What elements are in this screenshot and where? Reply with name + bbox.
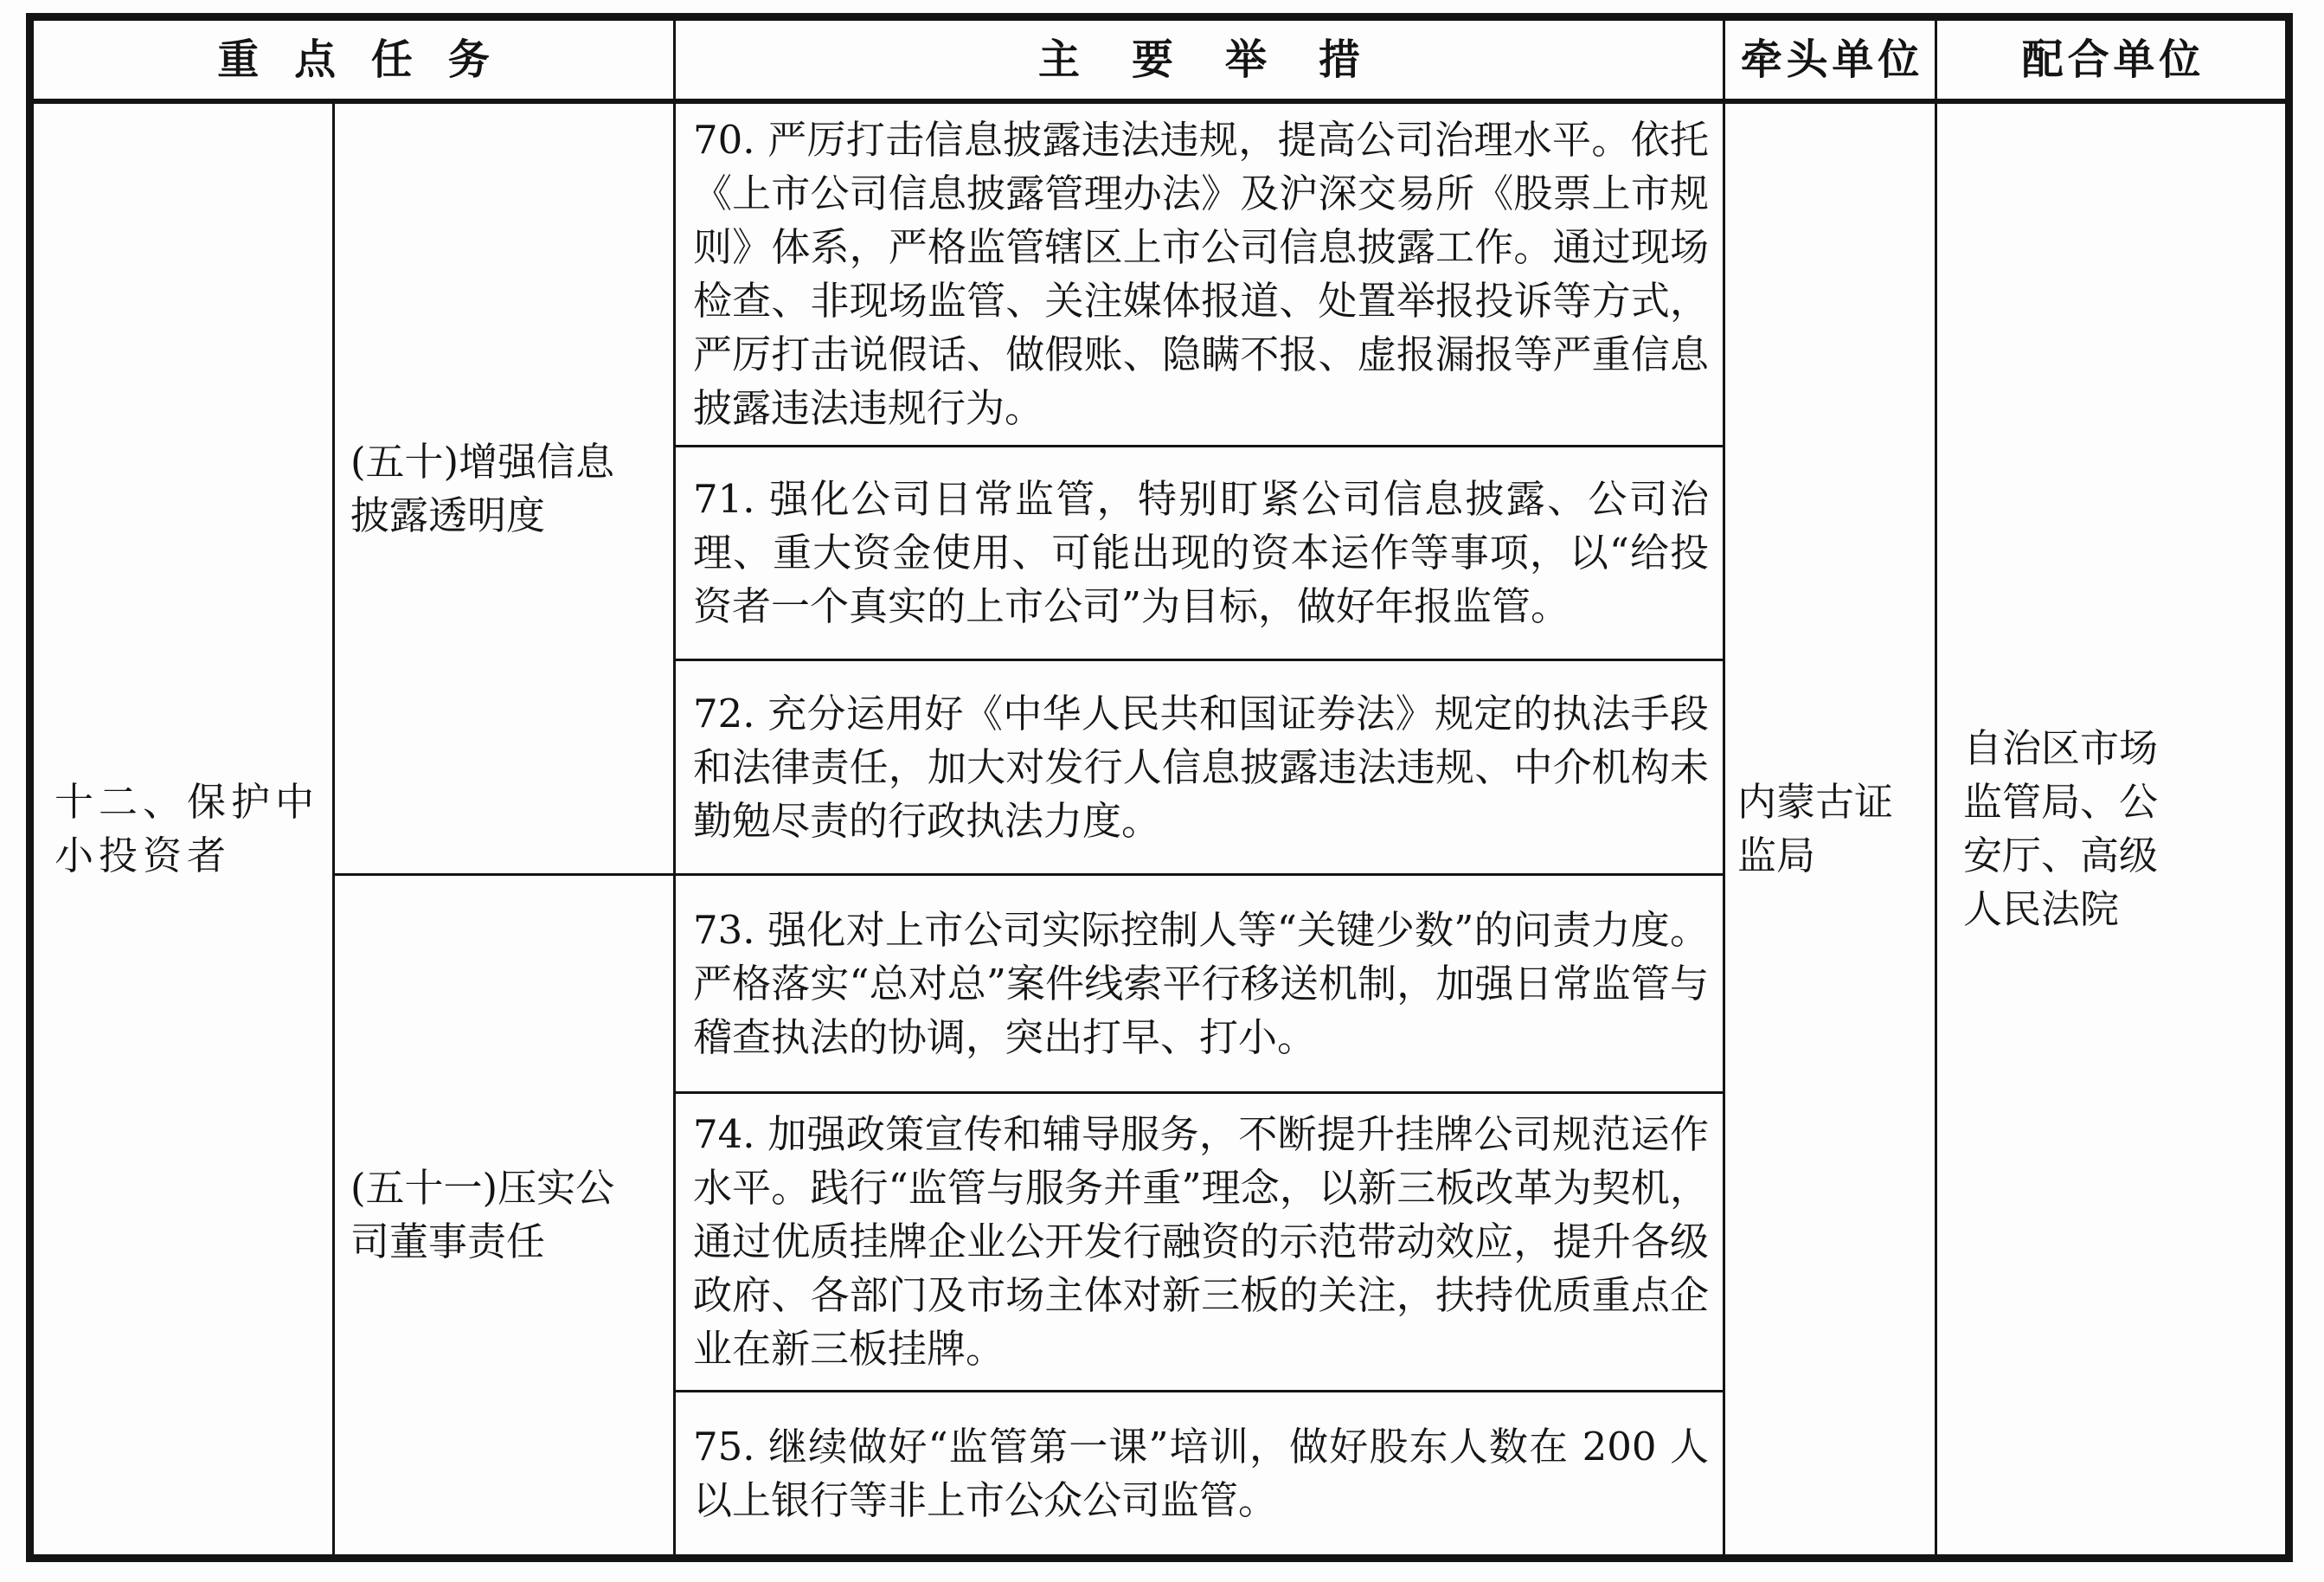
lead-unit-text: 内蒙古证监局 xyxy=(1737,779,1894,878)
header-support-unit xyxy=(1937,21,2285,104)
cell-support-unit xyxy=(1937,104,2285,1554)
subtask-51-label: (五十一)压实公司董事责任 xyxy=(350,1165,615,1264)
header-lead-unit xyxy=(1725,21,1937,104)
cell-lead-unit xyxy=(1725,104,1937,1554)
cell-measure-70 xyxy=(676,104,1725,447)
header-main-measures-label: 主要举措 xyxy=(1037,35,1412,84)
header-main-measures xyxy=(676,21,1725,104)
cell-measure-74 xyxy=(676,1094,1725,1392)
measure-71-text: 71. 强化公司日常监管，特别盯紧公司信息披露、公司治理、重大资金使用、可能出现的资本运作等事项，以“给投资者一个真实的上市公司”为目标，做好年报监管。 xyxy=(693,476,1709,629)
subtask-50-label: (五十)增强信息披露透明度 xyxy=(350,438,615,538)
cell-measure-75 xyxy=(676,1392,1725,1554)
cell-measure-71 xyxy=(676,447,1725,661)
measure-75-text: 75. 继续做好“监管第一课”培训，做好股东人数在 200 人以上银行等非上市公众公司监管。 xyxy=(693,1423,1709,1523)
support-unit-text: 自治区市场监管局、公安厅、高级人民法院 xyxy=(1963,725,2159,932)
cell-subtask-51 xyxy=(335,876,676,1554)
measure-73-text: 73. 强化对上市公司实际控制人等“关键少数”的问责力度。严格落实“总对总”案件线索平行移送机制，加强日常监管与稽查执法的协调，突出打早、打小。 xyxy=(693,906,1709,1060)
measure-74-text: 74. 加强政策宣传和辅导服务，不断提升挂牌公司规范运作水平。践行“监管与服务并重”理念，以新三板改革为契机，通过优质挂牌企业公开发行融资的示范带动效应，提升各级政府、各部门及市场主体对新三板的关注，扶持优质重点企业在新三板挂牌。 xyxy=(693,1111,1709,1372)
header-support-unit-label: 配合单位 xyxy=(2021,35,2205,84)
header-lead-unit-label: 牵头单位 xyxy=(1740,35,1923,84)
task-group-label: 十二、保护中小投资者 xyxy=(55,779,320,878)
measure-70-text: 70. 严厉打击信息披露违法违规，提高公司治理水平。依托《上市公司信息披露管理办法》及沪深交易所《股票上市规则》体系，严格监管辖区上市公司信息披露工作。通过现场检查、非现场监管、关注媒体报道、处置举报投诉等方式，严厉打击说假话、做假账、隐瞒不报、虚报漏报等严重信息披露违法违规行为。 xyxy=(693,117,1709,431)
cell-measure-73 xyxy=(676,876,1725,1094)
task-measures-table xyxy=(26,13,2293,1562)
measure-72-text: 72. 充分运用好《中华人民共和国证券法》规定的执法手段和法律责任，加大对发行人信息披露违法违规、中介机构未勤勉尽责的行政执法力度。 xyxy=(693,690,1709,844)
header-key-tasks-label: 重点任务 xyxy=(217,35,525,84)
cell-measure-72 xyxy=(676,661,1725,876)
cell-subtask-50 xyxy=(335,104,676,876)
cell-task-group xyxy=(34,104,335,1554)
header-key-tasks xyxy=(34,21,676,104)
